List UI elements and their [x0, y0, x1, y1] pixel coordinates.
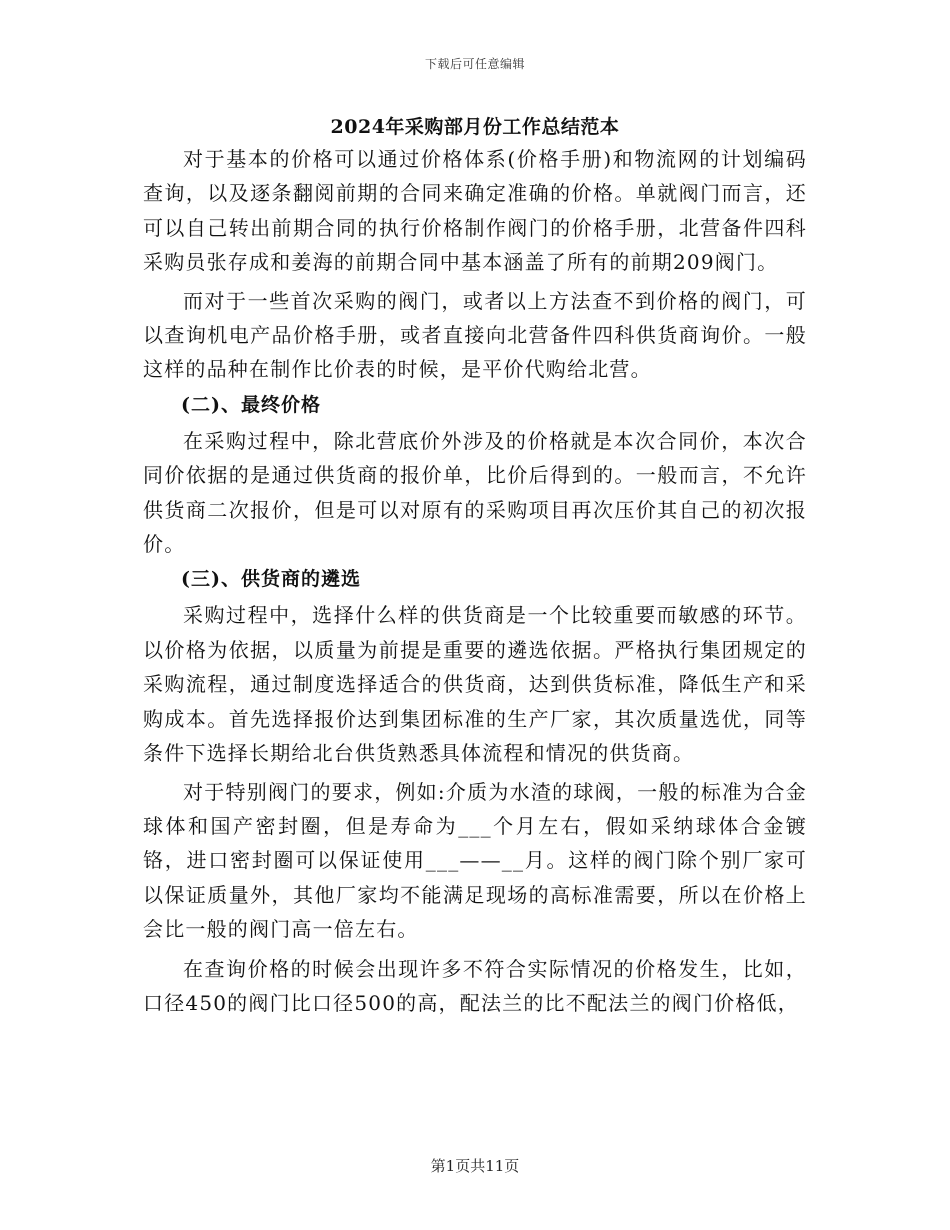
paragraph-first-purchase: 而对于一些首次采购的阀门，或者以上方法查不到价格的阀门，可以查询机电产品价格手册，或者直接向北营备件四科供货商询价。一般这样的品种在制作比价表的时候，是平价代购给北营。 — [143, 288, 807, 382]
paragraph-supplier-selection: 采购过程中，选择什么样的供货商是一个比较重要而敏感的环节。以价格为依据，以质量为前提是重要的遴选依据。严格执行集团规定的采购流程，通过制度选择适合的供货商，达到供货标准，降低生产和采购成本。首先选择报价达到集团标准的生产厂家，其次质量选优，同等条件下选择长期给北台供货熟悉具体流程和情况的供货商。 — [143, 603, 807, 766]
page-footer: 第1页共11页 — [430, 1157, 520, 1175]
paragraph-special-valves: 对于特别阀门的要求，例如:介质为水渣的球阀，一般的标准为合金球体和国产密封圈，但是寿命为___个月左右，假如采纳球体合金镀铬，进口密封圈可以保证使用___——__月。这样的阀门除个别厂家可以保证质量外，其他厂家均不能满足现场的高标准需要，所以在价格上会比一般的阀门高一倍左右。 — [143, 779, 807, 942]
document-body — [143, 112, 807, 1020]
section-heading-final-price: (二)、最终价格 — [181, 393, 321, 416]
paragraph-final-price: 在采购过程中，除北营底价外涉及的价格就是本次合同价，本次合同价依据的是通过供货商的报价单，比价后得到的。一般而言，不允许供货商二次报价，但是可以对原有的采购项目再次压价其自己的初次报价。 — [143, 428, 807, 557]
paragraph-price-anomalies: 在查询价格的时候会出现许多不符合实际情况的价格发生，比如，口径450的阀门比口径500的高，配法兰的比不配法兰的阀门价格低， — [143, 956, 807, 1015]
page-header: 下载后可任意编辑 — [424, 57, 525, 71]
paragraph-price-lookup: 对于基本的价格可以通过价格体系(价格手册)和物流网的计划编码查询，以及逐条翻阅前期的合同来确定准确的价格。单就阀门而言，还可以自己转出前期合同的执行价格制作阀门的价格手册，北营备件四科采购员张存成和姜海的前期合同中基本涵盖了所有的前期209阀门。 — [143, 147, 807, 275]
section-heading-supplier-selection: (三)、供货商的遴选 — [181, 568, 361, 591]
document-title: 2024年采购部月份工作总结范本 — [330, 116, 620, 138]
